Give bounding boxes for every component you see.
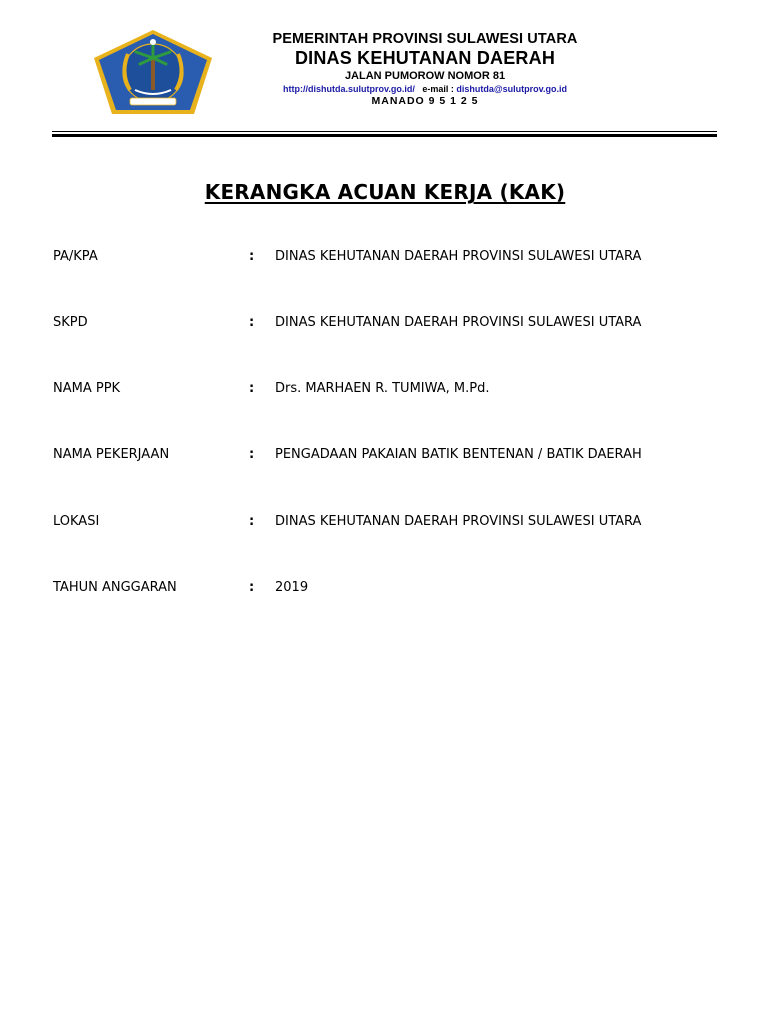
field-colon: :	[249, 514, 255, 529]
field-colon: :	[249, 249, 255, 264]
field-colon: :	[249, 580, 255, 595]
province-emblem-logo	[90, 28, 216, 116]
field-label: LOKASI	[53, 514, 100, 529]
field-value: PENGADAAN PAKAIAN BATIK BENTENAN / BATIK DAERAH	[275, 447, 642, 462]
document-title: KERANGKA ACUAN KERJA (KAK)	[204, 180, 566, 204]
letterhead-divider-thick	[52, 134, 717, 137]
field-value: 2019	[275, 580, 309, 595]
email-link[interactable]: dishutda@sulutprov.go.id	[456, 84, 567, 94]
field-colon: :	[249, 315, 255, 330]
field-label: PA/KPA	[53, 249, 98, 264]
website-link[interactable]: http://dishutda.sulutprov.go.id/	[283, 84, 415, 94]
field-label: NAMA PEKERJAAN	[53, 447, 170, 462]
field-colon: :	[249, 381, 255, 396]
field-label: TAHUN ANGGARAN	[53, 580, 177, 595]
city-postcode: MANADO 9 5 1 2 5	[371, 95, 479, 107]
field-value: Drs. MARHAEN R. TUMIWA, M.Pd.	[275, 381, 490, 396]
agency-address: JALAN PUMOROW NOMOR 81	[344, 70, 506, 82]
field-row-tahun-anggaran	[53, 578, 733, 598]
letterhead-divider-thin	[52, 131, 717, 132]
field-value: DINAS KEHUTANAN DAERAH PROVINSI SULAWESI UTARA	[275, 514, 642, 529]
contact-line	[230, 83, 620, 95]
field-value: DINAS KEHUTANAN DAERAH PROVINSI SULAWESI UTARA	[275, 315, 642, 330]
government-name: PEMERINTAH PROVINSI SULAWESI UTARA	[272, 31, 578, 47]
field-row-lokasi	[53, 512, 733, 532]
field-row-nama-ppk	[53, 379, 733, 399]
letterhead	[230, 30, 620, 107]
field-colon: :	[249, 447, 255, 462]
field-label: SKPD	[53, 315, 88, 330]
field-label: NAMA PPK	[53, 381, 121, 396]
agency-name: DINAS KEHUTANAN DAERAH	[294, 48, 556, 68]
email-label: e-mail :	[422, 84, 454, 94]
field-row-skpd	[53, 313, 733, 333]
field-row-nama-pekerjaan	[53, 445, 733, 465]
field-value: DINAS KEHUTANAN DAERAH PROVINSI SULAWESI UTARA	[275, 249, 642, 264]
field-row-pa-kpa	[53, 247, 733, 267]
